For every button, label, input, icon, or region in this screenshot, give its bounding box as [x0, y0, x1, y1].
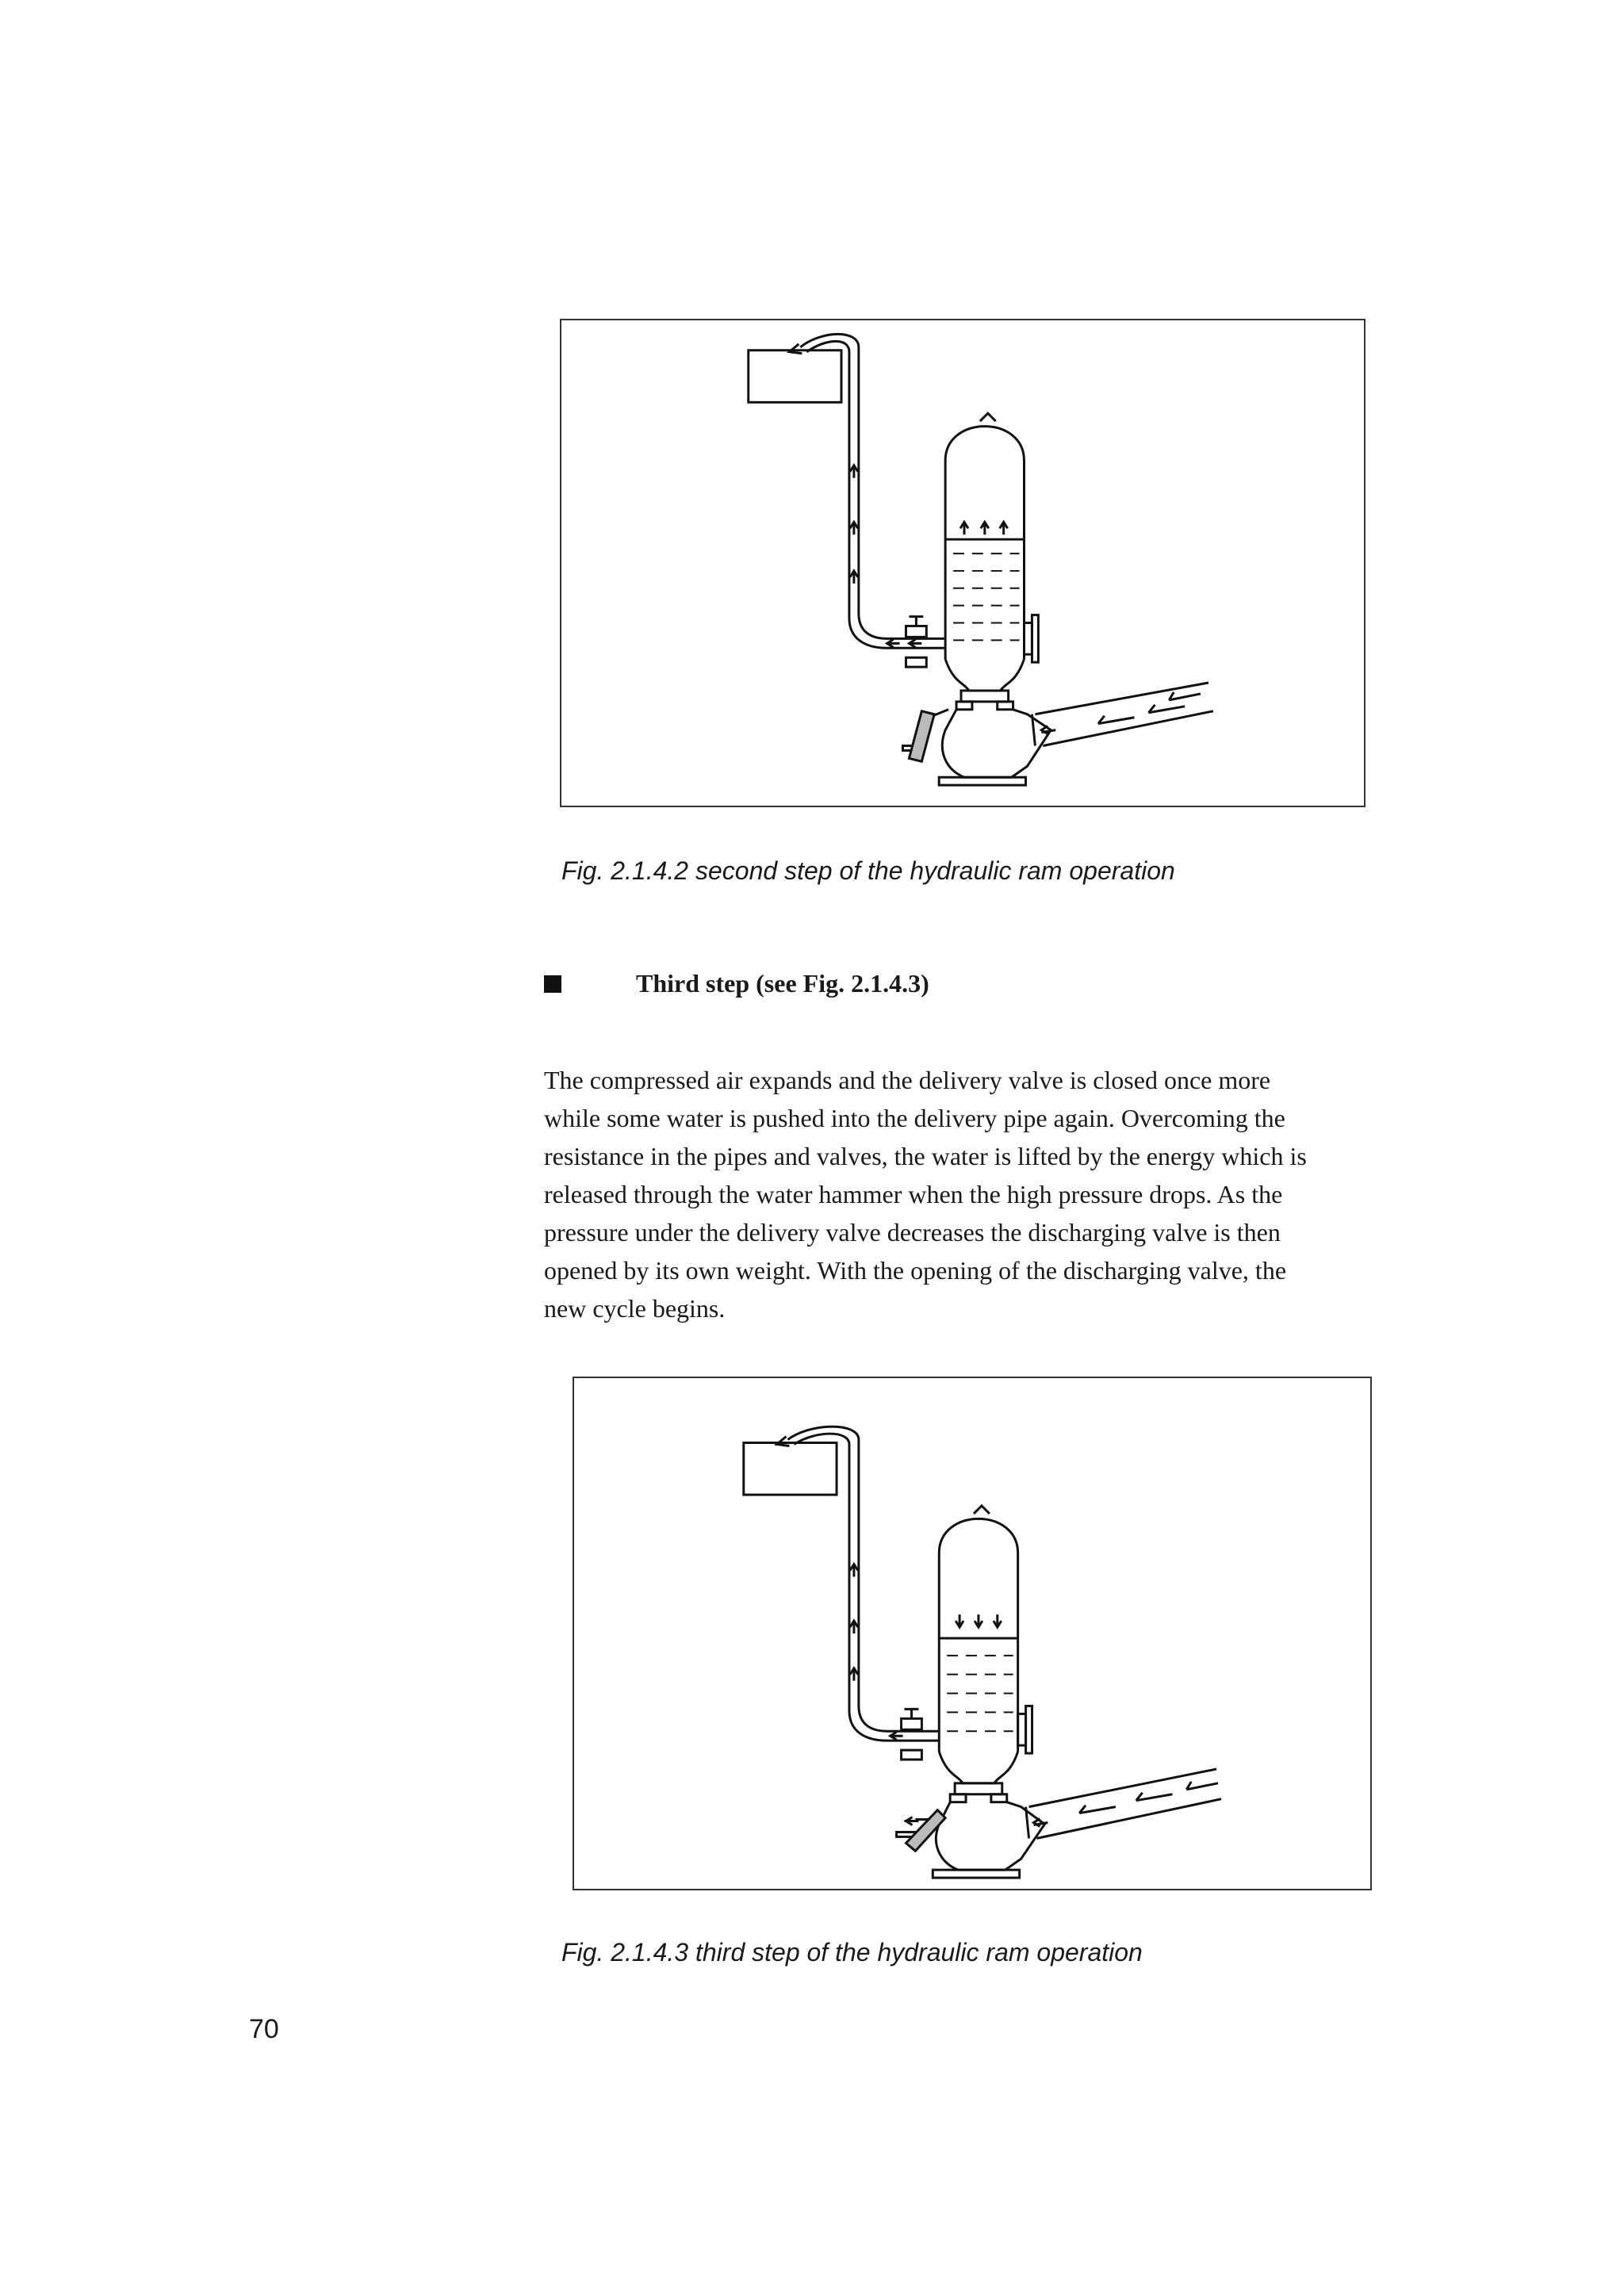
figure-caption: Fig. 2.1.4.3 third step of the hydraulic ram operation [561, 1938, 1143, 1967]
hydraulic-ram-diagram-second-step [561, 320, 1364, 806]
air-vessel [945, 427, 1024, 660]
hydraulic-ram-diagram-third-step [574, 1378, 1370, 1889]
waste-valve [906, 1810, 946, 1852]
figure-third-step [573, 1377, 1372, 1890]
shut-off-valve [902, 1718, 922, 1729]
waste-valve [909, 711, 934, 762]
square-bullet-icon [544, 975, 561, 993]
paragraph-line: opened by its own weight. With the opening of the discharging valve, the [544, 1256, 1287, 1285]
water-level-lines [947, 1656, 1013, 1731]
paragraph-line: new cycle begins. [544, 1294, 726, 1323]
paragraph-line: while some water is pushed into the delivery pipe again. Overcoming the [544, 1104, 1285, 1132]
paragraph-line: pressure under the delivery valve decreases the discharging valve is then [544, 1218, 1281, 1247]
figure-caption: Fig. 2.1.4.2 second step of the hydraulic ram operation [561, 856, 1175, 885]
flow-arrow-icon [850, 465, 858, 478]
delivery-tank [744, 1442, 837, 1495]
water-level-lines [953, 553, 1019, 640]
section-heading-text: Third step (see Fig. 2.1.4.3) [636, 969, 929, 998]
air-vessel [939, 1518, 1017, 1752]
paragraph-line: The compressed air expands and the delivery valve is closed once more [544, 1066, 1271, 1094]
delivery-pipe [800, 334, 945, 638]
body-paragraph [544, 1061, 1385, 1327]
delivery-pipe [787, 1427, 939, 1731]
page-number: 70 [249, 2014, 279, 2044]
delivery-valve [955, 1783, 1002, 1794]
figure-second-step [560, 319, 1365, 807]
flow-arrow-icon [850, 1564, 858, 1577]
delivery-tank [749, 350, 841, 403]
shut-off-valve [906, 626, 926, 637]
section-heading [544, 969, 929, 998]
paragraph-line: released through the water hammer when the high pressure drops. As the [544, 1180, 1283, 1208]
delivery-valve [961, 691, 1009, 702]
paragraph-line: resistance in the pipes and valves, the water is lifted by the energy which is [544, 1142, 1307, 1170]
